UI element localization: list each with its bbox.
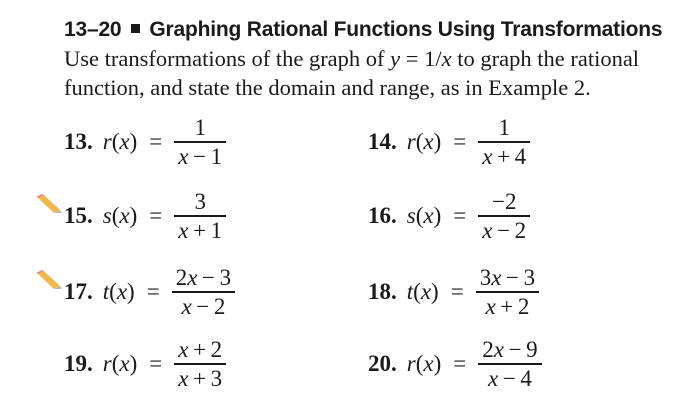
function-name: t(x): [102, 279, 135, 304]
problem-16: [368, 186, 530, 246]
denominator: x + 2: [485, 293, 530, 319]
function-name: r(x): [102, 351, 138, 376]
equals-sign: =: [453, 351, 467, 376]
numerator: 2x − 3: [175, 265, 232, 291]
function-name: r(x): [406, 351, 442, 376]
numerator: −2: [491, 189, 517, 215]
problem-number: 17.: [64, 279, 93, 304]
numerator: 3x − 3: [479, 265, 536, 291]
equals-sign: =: [149, 203, 163, 228]
problem-18: [368, 262, 539, 322]
section-heading: [64, 18, 662, 42]
function-name: r(x): [406, 129, 442, 154]
expr-x: x: [441, 46, 452, 71]
numerator: 1: [194, 115, 206, 141]
pencil-mark-icon: [36, 194, 64, 214]
expr-eq: = 1/: [400, 46, 442, 71]
problem-number: 16.: [368, 203, 397, 228]
problem-number: 13.: [64, 129, 93, 154]
numerator: 1: [498, 115, 510, 141]
fraction: [478, 114, 530, 169]
fraction: [478, 336, 541, 391]
instructions-part2: to graph the rational function, and state the domain and range, as in Example 2.: [64, 46, 640, 100]
section-title: Graphing Rational Functions Using Transformations: [149, 18, 663, 41]
pencil-mark-icon: [36, 270, 64, 290]
fraction: [174, 188, 226, 243]
numerator: 3: [194, 189, 206, 215]
square-bullet-icon: [131, 24, 140, 33]
function-name: s(x): [102, 203, 138, 228]
denominator: x + 3: [178, 365, 223, 391]
problem-number: 20.: [368, 351, 397, 376]
problem-15: [64, 186, 226, 246]
equals-sign: =: [149, 351, 163, 376]
problem-number: 15.: [64, 203, 93, 228]
denominator: x − 2: [181, 293, 226, 319]
problem-number: 19.: [64, 351, 93, 376]
problem-13: [64, 112, 226, 172]
instructions-part1: Use transformations of the graph of: [64, 46, 391, 71]
equals-sign: =: [453, 129, 467, 154]
problem-number: 14.: [368, 129, 397, 154]
denominator: x − 2: [482, 217, 527, 243]
instructions-text: [64, 44, 674, 102]
problem-19: [64, 334, 226, 394]
function-name: t(x): [406, 279, 439, 304]
denominator: x + 4: [482, 143, 527, 169]
denominator: x − 4: [488, 365, 532, 391]
fraction: [478, 188, 530, 243]
equals-sign: =: [149, 129, 163, 154]
fraction: [174, 114, 226, 169]
fraction: [174, 336, 226, 391]
equals-sign: =: [453, 203, 467, 228]
numerator: 2x − 9: [482, 337, 538, 363]
function-name: r(x): [102, 129, 138, 154]
function-name: s(x): [406, 203, 442, 228]
problem-20: [368, 334, 542, 394]
fraction: [476, 264, 539, 319]
expr-y: y: [390, 46, 401, 71]
numerator: x + 2: [178, 337, 223, 363]
equals-sign: =: [450, 279, 464, 304]
section-range: 13–20: [64, 18, 122, 41]
problem-17: [64, 262, 235, 322]
equals-sign: =: [146, 279, 160, 304]
problem-number: 18.: [368, 279, 397, 304]
denominator: x − 1: [178, 143, 223, 169]
fraction: [172, 264, 235, 319]
problem-14: [368, 112, 530, 172]
denominator: x + 1: [178, 217, 223, 243]
